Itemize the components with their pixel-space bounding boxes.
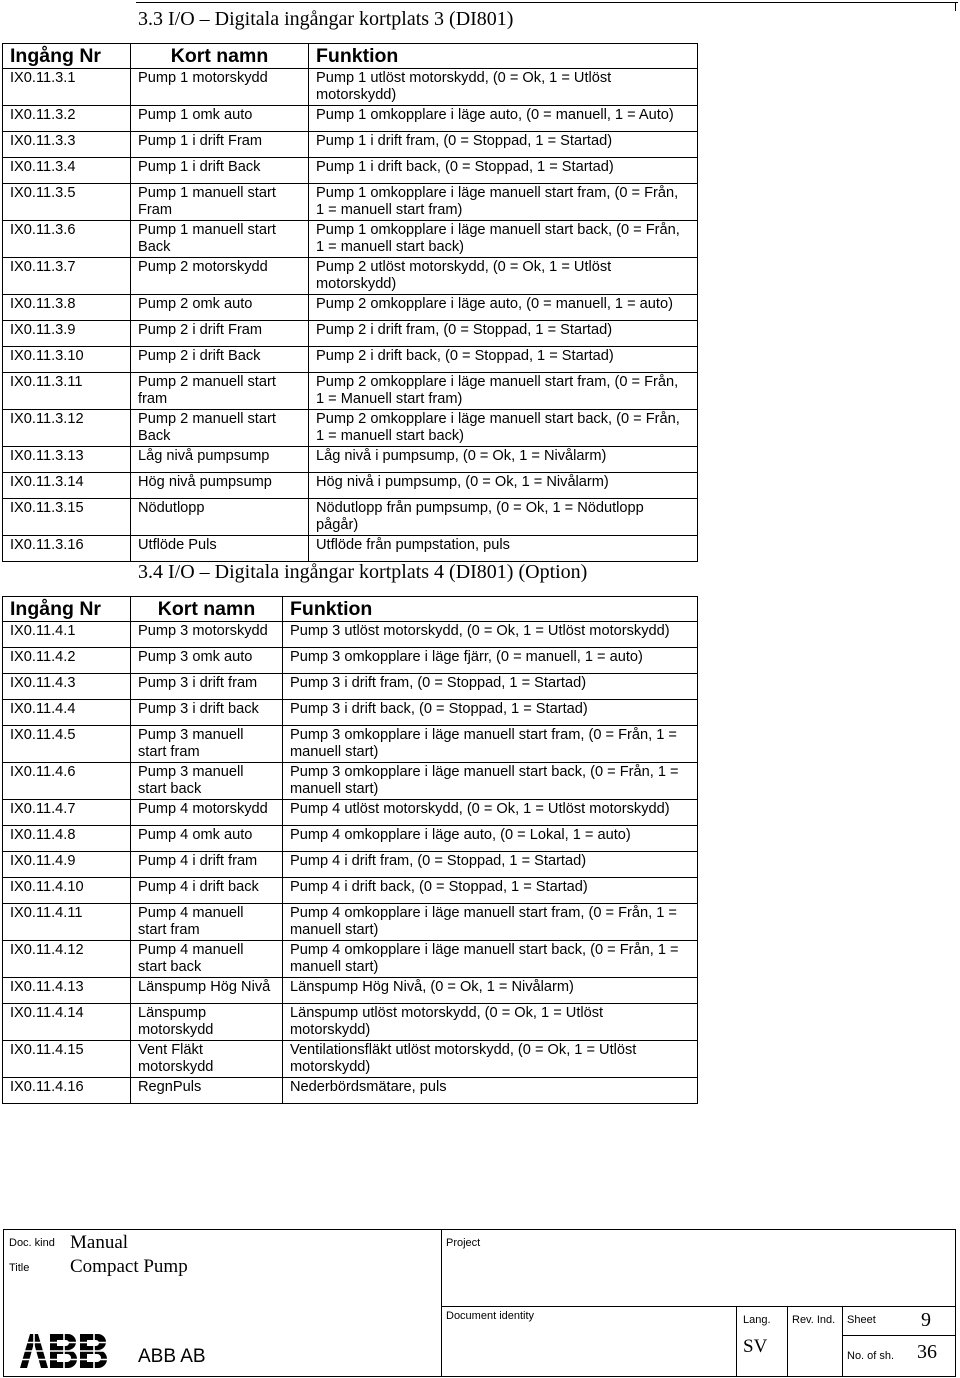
funktion-cell: Pump 1 utlöst motorskydd, (0 = Ok, 1 = Utlöst motorskydd) bbox=[309, 69, 698, 106]
divider-project bbox=[441, 1229, 442, 1377]
ingang-nr-cell: IX0.11.4.6 bbox=[3, 763, 131, 800]
table-row bbox=[3, 106, 698, 132]
table-row bbox=[3, 536, 698, 562]
kort-namn-cell: Pump 1 manuell start Back bbox=[131, 221, 309, 258]
table-row bbox=[3, 878, 698, 904]
table-row bbox=[3, 800, 698, 826]
no-of-sheets-label: No. of sh. bbox=[847, 1350, 895, 1362]
funktion-cell: Hög nivå i pumpsump, (0 = Ok, 1 = Nivålarm) bbox=[309, 473, 698, 499]
funktion-cell: Länspump utlöst motorskydd, (0 = Ok, 1 = Utlöst motorskydd) bbox=[283, 1004, 698, 1041]
lang-value: SV bbox=[743, 1336, 768, 1357]
ingang-nr-cell: IX0.11.3.2 bbox=[3, 106, 131, 132]
funktion-cell: Pump 2 i drift back, (0 = Stoppad, 1 = Startad) bbox=[309, 347, 698, 373]
funktion-cell: Pump 2 omkopplare i läge auto, (0 = manuell, 1 = auto) bbox=[309, 295, 698, 321]
funktion-cell: Låg nivå i pumpsump, (0 = Ok, 1 = Nivålarm) bbox=[309, 447, 698, 473]
kort-namn-cell: Pump 3 omk auto bbox=[131, 648, 283, 674]
table-row bbox=[3, 258, 698, 295]
ingang-nr-cell: IX0.11.3.8 bbox=[3, 295, 131, 321]
kort-namn-cell: Pump 1 manuell start Fram bbox=[131, 184, 309, 221]
funktion-cell: Pump 1 i drift back, (0 = Stoppad, 1 = Startad) bbox=[309, 158, 698, 184]
section-3-3-title: 3.3 I/O – Digitala ingångar kortplats 3 (DI801) bbox=[138, 8, 514, 30]
funktion-cell: Pump 3 utlöst motorskydd, (0 = Ok, 1 = Utlöst motorskydd) bbox=[283, 622, 698, 648]
kort-namn-cell: Pump 4 i drift back bbox=[131, 878, 283, 904]
table-row bbox=[3, 373, 698, 410]
doc-kind-value: Manual bbox=[70, 1232, 129, 1253]
table-row bbox=[3, 622, 698, 648]
divider-sheet bbox=[842, 1306, 843, 1377]
ingang-nr-cell: IX0.11.4.1 bbox=[3, 622, 131, 648]
ingang-nr-cell: IX0.11.3.13 bbox=[3, 447, 131, 473]
rev-ind-label: Rev. Ind. bbox=[792, 1314, 836, 1326]
table-row bbox=[3, 184, 698, 221]
table-header-row bbox=[3, 44, 698, 69]
funktion-cell: Pump 2 utlöst motorskydd, (0 = Ok, 1 = Utlöst motorskydd) bbox=[309, 258, 698, 295]
funktion-cell: Pump 3 omkopplare i läge manuell start fram, (0 = Från, 1 = manuell start) bbox=[283, 726, 698, 763]
title-value: Compact Pump bbox=[70, 1256, 188, 1277]
header-kort-namn: Kort namn bbox=[131, 44, 309, 69]
ingang-nr-cell: IX0.11.4.12 bbox=[3, 941, 131, 978]
kort-namn-cell: Pump 2 manuell start fram bbox=[131, 373, 309, 410]
ingang-nr-cell: IX0.11.3.14 bbox=[3, 473, 131, 499]
table-row bbox=[3, 852, 698, 878]
header-kort-namn: Kort namn bbox=[131, 597, 283, 622]
funktion-cell: Pump 4 omkopplare i läge manuell start fram, (0 = Från, 1 = manuell start) bbox=[283, 904, 698, 941]
kort-namn-cell: Pump 4 omk auto bbox=[131, 826, 283, 852]
funktion-cell: Pump 4 utlöst motorskydd, (0 = Ok, 1 = Utlöst motorskydd) bbox=[283, 800, 698, 826]
sheet-value: 9 bbox=[921, 1309, 931, 1331]
funktion-cell: Pump 4 i drift back, (0 = Stoppad, 1 = Startad) bbox=[283, 878, 698, 904]
ingang-nr-cell: IX0.11.4.11 bbox=[3, 904, 131, 941]
ingang-nr-cell: IX0.11.3.9 bbox=[3, 321, 131, 347]
header-ingang-nr: Ingång Nr bbox=[3, 597, 131, 622]
funktion-cell: Pump 2 i drift fram, (0 = Stoppad, 1 = Startad) bbox=[309, 321, 698, 347]
kort-namn-cell: Pump 3 motorskydd bbox=[131, 622, 283, 648]
table-row bbox=[3, 447, 698, 473]
funktion-cell: Pump 4 i drift fram, (0 = Stoppad, 1 = Startad) bbox=[283, 852, 698, 878]
ingang-nr-cell: IX0.11.4.2 bbox=[3, 648, 131, 674]
io-table-kortplats-4 bbox=[2, 596, 698, 1104]
funktion-cell: Pump 3 omkopplare i läge manuell start back, (0 = Från, 1 = manuell start) bbox=[283, 763, 698, 800]
kort-namn-cell: Länspump motorskydd bbox=[131, 1004, 283, 1041]
table-row bbox=[3, 158, 698, 184]
top-rule-tick bbox=[955, 2, 956, 11]
ingang-nr-cell: IX0.11.3.5 bbox=[3, 184, 131, 221]
kort-namn-cell: Utflöde Puls bbox=[131, 536, 309, 562]
table-row bbox=[3, 978, 698, 1004]
funktion-cell: Pump 1 omkopplare i läge manuell start fram, (0 = Från, 1 = manuell start fram) bbox=[309, 184, 698, 221]
divider-rev bbox=[787, 1306, 788, 1377]
kort-namn-cell: Vent Fläkt motorskydd bbox=[131, 1041, 283, 1078]
divider-identity bbox=[441, 1306, 956, 1307]
funktion-cell: Pump 4 omkopplare i läge auto, (0 = Lokal, 1 = auto) bbox=[283, 826, 698, 852]
table-row bbox=[3, 321, 698, 347]
funktion-cell: Nederbördsmätare, puls bbox=[283, 1078, 698, 1104]
table-row bbox=[3, 648, 698, 674]
ingang-nr-cell: IX0.11.4.15 bbox=[3, 1041, 131, 1078]
kort-namn-cell: Pump 2 omk auto bbox=[131, 295, 309, 321]
table-row bbox=[3, 941, 698, 978]
title-block bbox=[0, 1228, 960, 1378]
ingang-nr-cell: IX0.11.4.14 bbox=[3, 1004, 131, 1041]
funktion-cell: Utflöde från pumpstation, puls bbox=[309, 536, 698, 562]
ingang-nr-cell: IX0.11.4.8 bbox=[3, 826, 131, 852]
table-row bbox=[3, 473, 698, 499]
kort-namn-cell: Pump 3 manuell start fram bbox=[131, 726, 283, 763]
section-3-4-title: 3.4 I/O – Digitala ingångar kortplats 4 (DI801) (Option) bbox=[138, 561, 588, 583]
kort-namn-cell: Länspump Hög Nivå bbox=[131, 978, 283, 1004]
table-row bbox=[3, 410, 698, 447]
table-row bbox=[3, 347, 698, 373]
funktion-cell: Pump 4 omkopplare i läge manuell start back, (0 = Från, 1 = manuell start) bbox=[283, 941, 698, 978]
ingang-nr-cell: IX0.11.4.9 bbox=[3, 852, 131, 878]
kort-namn-cell: Pump 2 manuell start Back bbox=[131, 410, 309, 447]
lang-label: Lang. bbox=[743, 1314, 771, 1326]
company-name: ABB AB bbox=[138, 1346, 206, 1367]
table-row bbox=[3, 904, 698, 941]
ingang-nr-cell: IX0.11.3.3 bbox=[3, 132, 131, 158]
kort-namn-cell: Pump 2 i drift Fram bbox=[131, 321, 309, 347]
ingang-nr-cell: IX0.11.3.4 bbox=[3, 158, 131, 184]
sheet-label: Sheet bbox=[847, 1314, 876, 1326]
table-row bbox=[3, 69, 698, 106]
doc-kind-label: Doc. kind bbox=[9, 1237, 55, 1249]
table-row bbox=[3, 1078, 698, 1104]
table-row bbox=[3, 1041, 698, 1078]
table-row bbox=[3, 700, 698, 726]
ingang-nr-cell: IX0.11.3.1 bbox=[3, 69, 131, 106]
funktion-cell: Pump 3 omkopplare i läge fjärr, (0 = manuell, 1 = auto) bbox=[283, 648, 698, 674]
table-row bbox=[3, 1004, 698, 1041]
funktion-cell: Pump 3 i drift back, (0 = Stoppad, 1 = Startad) bbox=[283, 700, 698, 726]
funktion-cell: Pump 1 omkopplare i läge manuell start back, (0 = Från, 1 = manuell start back) bbox=[309, 221, 698, 258]
ingang-nr-cell: IX0.11.4.5 bbox=[3, 726, 131, 763]
kort-namn-cell: Pump 4 motorskydd bbox=[131, 800, 283, 826]
io-table-kortplats-3 bbox=[2, 43, 698, 562]
ingang-nr-cell: IX0.11.3.10 bbox=[3, 347, 131, 373]
funktion-cell: Pump 3 i drift fram, (0 = Stoppad, 1 = Startad) bbox=[283, 674, 698, 700]
divider-lang bbox=[736, 1306, 737, 1377]
ingang-nr-cell: IX0.11.4.4 bbox=[3, 700, 131, 726]
kort-namn-cell: RegnPuls bbox=[131, 1078, 283, 1104]
funktion-cell: Pump 2 omkopplare i läge manuell start back, (0 = Från, 1 = manuell start back) bbox=[309, 410, 698, 447]
table-row bbox=[3, 674, 698, 700]
ingang-nr-cell: IX0.11.3.11 bbox=[3, 373, 131, 410]
kort-namn-cell: Pump 4 manuell start fram bbox=[131, 904, 283, 941]
divider-sheet-h bbox=[842, 1335, 956, 1336]
table-row bbox=[3, 295, 698, 321]
kort-namn-cell: Nödutlopp bbox=[131, 499, 309, 536]
ingang-nr-cell: IX0.11.4.16 bbox=[3, 1078, 131, 1104]
kort-namn-cell: Pump 4 manuell start back bbox=[131, 941, 283, 978]
header-funktion: Funktion bbox=[309, 44, 698, 69]
ingang-nr-cell: IX0.11.3.12 bbox=[3, 410, 131, 447]
table-header-row bbox=[3, 597, 698, 622]
table-row bbox=[3, 221, 698, 258]
kort-namn-cell: Låg nivå pumpsump bbox=[131, 447, 309, 473]
top-rule bbox=[136, 2, 958, 3]
funktion-cell: Ventilationsfläkt utlöst motorskydd, (0 = Ok, 1 = Utlöst motorskydd) bbox=[283, 1041, 698, 1078]
table-row bbox=[3, 726, 698, 763]
title-label: Title bbox=[9, 1262, 30, 1274]
ingang-nr-cell: IX0.11.3.16 bbox=[3, 536, 131, 562]
table-row bbox=[3, 499, 698, 536]
table-row bbox=[3, 763, 698, 800]
ingang-nr-cell: IX0.11.4.7 bbox=[3, 800, 131, 826]
project-label: Project bbox=[446, 1237, 481, 1249]
funktion-cell: Pump 2 omkopplare i läge manuell start fram, (0 = Från, 1 = Manuell start fram) bbox=[309, 373, 698, 410]
kort-namn-cell: Pump 4 i drift fram bbox=[131, 852, 283, 878]
kort-namn-cell: Pump 1 i drift Back bbox=[131, 158, 309, 184]
kort-namn-cell: Hög nivå pumpsump bbox=[131, 473, 309, 499]
table-row bbox=[3, 826, 698, 852]
document-identity-label: Document identity bbox=[446, 1310, 535, 1322]
ingang-nr-cell: IX0.11.3.7 bbox=[3, 258, 131, 295]
no-of-sheets-value: 36 bbox=[917, 1341, 937, 1363]
funktion-cell: Länspump Hög Nivå, (0 = Ok, 1 = Nivålarm) bbox=[283, 978, 698, 1004]
kort-namn-cell: Pump 2 i drift Back bbox=[131, 347, 309, 373]
ingang-nr-cell: IX0.11.4.13 bbox=[3, 978, 131, 1004]
funktion-cell: Pump 1 omkopplare i läge auto, (0 = manuell, 1 = Auto) bbox=[309, 106, 698, 132]
kort-namn-cell: Pump 2 motorskydd bbox=[131, 258, 309, 295]
header-ingang-nr: Ingång Nr bbox=[3, 44, 131, 69]
kort-namn-cell: Pump 1 i drift Fram bbox=[131, 132, 309, 158]
ingang-nr-cell: IX0.11.3.6 bbox=[3, 221, 131, 258]
kort-namn-cell: Pump 3 i drift back bbox=[131, 700, 283, 726]
funktion-cell: Pump 1 i drift fram, (0 = Stoppad, 1 = Startad) bbox=[309, 132, 698, 158]
funktion-cell: Nödutlopp från pumpsump, (0 = Ok, 1 = Nödutlopp pågår) bbox=[309, 499, 698, 536]
kort-namn-cell: Pump 3 i drift fram bbox=[131, 674, 283, 700]
header-funktion: Funktion bbox=[283, 597, 698, 622]
ingang-nr-cell: IX0.11.3.15 bbox=[3, 499, 131, 536]
ingang-nr-cell: IX0.11.4.3 bbox=[3, 674, 131, 700]
abb-logo bbox=[20, 1334, 108, 1368]
ingang-nr-cell: IX0.11.4.10 bbox=[3, 878, 131, 904]
kort-namn-cell: Pump 1 omk auto bbox=[131, 106, 309, 132]
kort-namn-cell: Pump 1 motorskydd bbox=[131, 69, 309, 106]
kort-namn-cell: Pump 3 manuell start back bbox=[131, 763, 283, 800]
table-row bbox=[3, 132, 698, 158]
